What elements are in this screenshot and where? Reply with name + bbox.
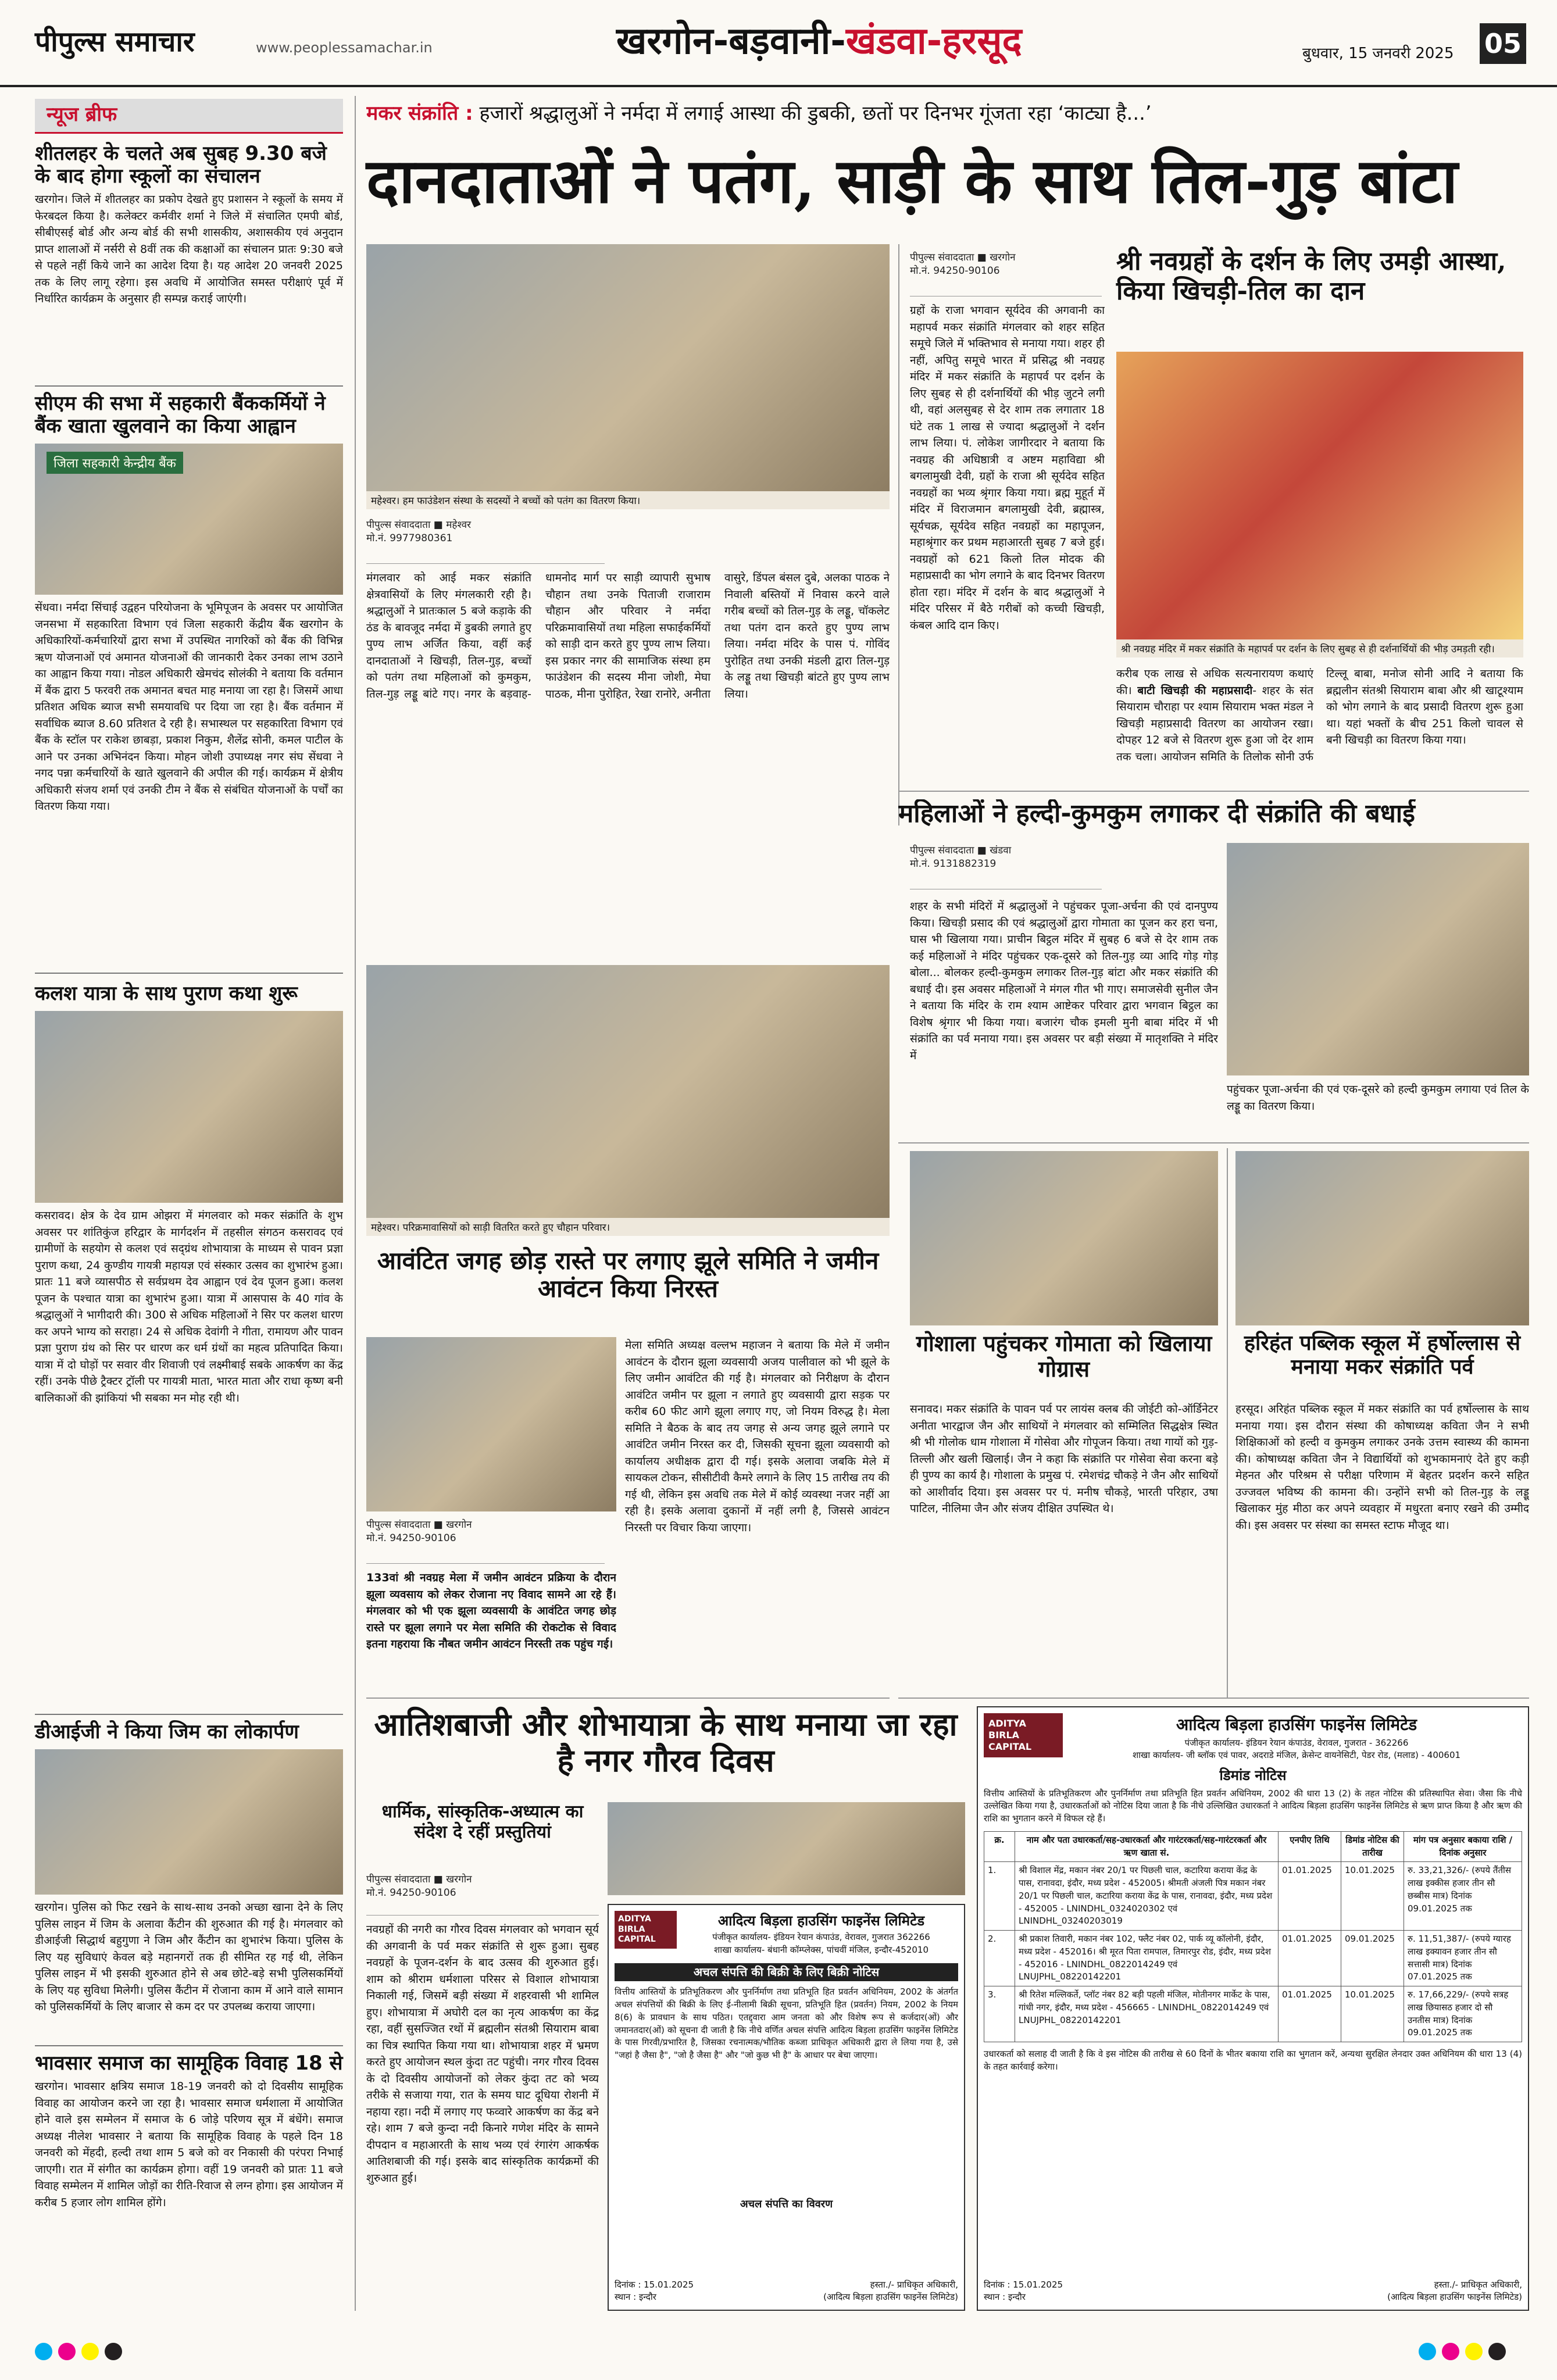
haldi-body: शहर के सभी मंदिरों में श्रद्धालुओं ने पहुंचकर पूजा-अर्चना की एवं दानपुण्य किया। खिचड़ी प्रसाद की एवं श्रद्धालुओं द्वारा गोमाता का पूजन कर हरा चना, घास भी खिलाया गया। प्राचीन बिट्ठल मंदिर में सुबह 6 बजे से देर शाम तक कई महिलाओं ने मंदिर पहुंचकर एक-दूसरे को तिल-गुड़ व्या आदि गोड़ गोड़ बोला... बोलकर हल्दी-कुमकुम लगाकर तिल-गुड़ बांटा और मकर संक्रांति की बधाई दी। इस अवसर महिलाओं ने मंगल गीत भी गाए। समाजसेवी सुनील जैन ने बताया कि मंदिर के राम श्याम आष्टेकर परिवार द्वारा भगवान बिट्ठल का विशेष श्रृंगार भी किया गया। बजारंग चौक इमली मुनी बाबा मंदिर में भी संक्रांति का पर्व मनाया गया। इस अवसर पर बड़ी संख्या में मातृशक्ति ने मंदिर में xyxy=(910,900,1218,1062)
table-header: क्र. xyxy=(984,1831,1015,1862)
ad-sub: अचल संपत्ति का विवरण xyxy=(740,2198,833,2211)
lead-photo-saree xyxy=(366,965,890,1238)
photo-saree xyxy=(366,965,890,1218)
magenta-dot xyxy=(58,2343,76,2360)
byline-mobile: मो.नं. 9131882319 xyxy=(910,858,997,870)
encroach-rule xyxy=(366,1698,890,1699)
brief-body: कसरावद। क्षेत्र के देव ग्राम ओझरा में मंगलवार को मकर संक्रांति के शुभ अवसर पर शांतिकुंज हरिद्वार के मार्गदर्शन में तहसील संगठन कसरावद एवं ग्रामीणों के सहयोग से कलश एवं सद्ग्रंथ शोभायात्रा के माध्यम से पावन प्रज्ञा पुराण कथा, 24 कुण्डीय गायत्री महायज्ञ एवं संस्कार उत्सव का शुभारंभ हुआ। प्रातः 11 बजे व्यासपीठ से सर्वप्रथम देव आह्वान एवं देव पूजन हुआ। कलश पूजन के पश्चात यात्रा का शुभारंभ हुआ। यात्रा में आसपास के 40 गांव के श्रद्धालुओं ने भागीदारी की। 300 से अधिक महिलाओं ने सिर पर कलश धारण कर अपने भाग्य को सराहा। 24 से अधिक देवांगी ने गीता, रामायण और पावन प्रज्ञा पुराण ग्रंथ को सिर पर धारण कर धर्म ग्रंथों का महत्व प्रतिपादित किया। यात्रा में दो घोड़ों पर सवार वीर शिवाजी एवं लक्ष्मीबाई सबके आकर्षण का केंद्र रहीं। उनके पीछे ट्रैक्टर ट्रॉली पर गायत्री माता, भारत माता और राधा कृष्ण बनी बालिकाओं की झांकियां भी सबका मन मोह रही थी। xyxy=(35,1209,343,1405)
table-row: 1. श्री विशाल मेंद्र, मकान नंबर 20/1 पर पिछली चाल, कटारिया कराया केंद्र के पास, रानावदा, इंदौर, मध्य प्रदेश - 452005। श्रीमती अंजली पित्र मकान नंबर 20/1 पर पिछली चाल, कटारिया कराया केंद्र के पास, रानावदा, इंदौर, मध्य प्रदेश - 452005 - LNINDHL_0324020302 एवं LNINDHL_03240203019 01.01.2025 10.01.2025 रु. 33,21,326/- (रुपये तैंतीस लाख इक्कीस हजार तीन सौ छब्बीस मात्र) दिनांक 09.01.2025 तक xyxy=(984,1862,1522,1931)
table-row: 3. श्री रितेश मल्लिकर्ते, प्लॉट नंबर 82 बड़ी पहली मंजिल, मोतीनगर मार्केट के पास, गांधी नगर, इंदौर, मध्य प्रदेश - 456665 - LNINDHL_0822014249 एवं LNUJPHL_08220142201 01.01.2025 10.01.2025 रु. 17,66,229/- (रुपये सत्रह लाख छियासठ हजार दो सौ उनतीस मात्र) दिनांक 09.01.2025 तक xyxy=(984,1986,1522,2042)
photo-caption: श्री नवग्रह मंदिर में मकर संक्रांति के महापर्व पर दर्शन के लिए सुबह से ही दर्शनार्थियों की भीड़ उमड़ती रही। xyxy=(1116,639,1523,657)
byline-place: महेश्वर xyxy=(446,519,472,531)
ad-footer: उधारकर्ता को सलाह दी जाती है कि वे इस नोटिस की तारीख से 60 दिनों के भीतर बकाया राशि का भुगतान करें, अन्यथा सुरक्षित लेनदार उक्त अधिनियम की धारा 13 (4) के तहत कार्रवाई करेगा। xyxy=(984,2049,1522,2072)
photo-haldi-temple-women xyxy=(1227,843,1529,1075)
ad-branch: शाखा कार्यालय- बंधानी कॉम्प्लेक्स, पांचवीं मंजिल, इन्दौर-452010 xyxy=(714,1944,929,1955)
byline-mobile: मो.नं. 94250-90106 xyxy=(366,1532,456,1544)
goshala-rule xyxy=(1227,1148,1228,1698)
byline-name: पीपुल्स संवाददाता xyxy=(910,845,974,856)
temple-subhead: बाटी खिचड़ी की महाप्रसादी xyxy=(1137,684,1253,697)
ad-body: वित्तीय आस्तियों के प्रतिभूतिकरण और पुनर्निर्माण तथा प्रतिभूति हित प्रवर्तन अधिनियम, 2002 के अंतर्गत अचल संपत्तियों की बिक्री के लिए ई-नीलामी बिक्री सूचना, प्रतिभूति हित (प्रवर्तन) नियम, 2002 के नियम 8(6) के प्रावधान के साथ पठित। एतद्द्वारा आम जनता को और विशेष रूप से कर्जदार(ओं) और जमानतदार(ओं) को सूचना दी जाती है कि नीचे वर्णित अचल संपत्ति आदित्य बिड़ला हाउसिंग फाइनेंस लिमिटेड के पास गिरवी/प्रभारित है, जिसका रचनात्मक/भौतिक कब्जा प्राधिकृत अधिकारी द्वारा ले लिया गया है, उसे "जहां है जैसा है", "जो है जैसा है" और "जो कुछ भी है" के आधार पर बेचा जाएगा। xyxy=(615,1986,958,2061)
haldi-headline: महिलाओं ने हल्दी-कुमकुम लगाकर दी संक्रांति की बधाई xyxy=(898,799,1415,828)
temple-headline: श्री नवग्रहों के दर्शन के लिए उमड़ी आस्था, किया खिचड़ी-तिल का दान xyxy=(1116,246,1506,306)
deck-text: धार्मिक, सांस्कृतिक-अध्यात्म का संदेश दे रहीं प्रस्तुतियां xyxy=(381,1802,584,1842)
gaurav-headline: आतिशबाजी और शोभायात्रा के साथ मनाया जा रहा है नगर गौरव दिवस xyxy=(374,1706,958,1779)
newspaper-logo: पीपुल्स समाचार xyxy=(35,26,195,58)
table-header: एनपीए तिथि xyxy=(1279,1831,1341,1862)
lead-photo-kites xyxy=(366,244,890,512)
byline-name: पीपुल्स संवाददाता xyxy=(366,519,431,531)
edition-red: खंडवा-हरसूद xyxy=(845,20,1022,63)
haldi-rule xyxy=(898,1142,1529,1143)
page-number: 05 xyxy=(1480,23,1526,64)
photo-goshala xyxy=(910,1151,1218,1325)
photo-shobhayatra xyxy=(608,1802,965,1895)
kicker-text: हजारों श्रद्धालुओं ने नर्मदा में लगाई आस्था की डुबकी, छतों पर दिनभर गूंजता रहा ‘काट्या है...’ xyxy=(479,102,1152,125)
ad-section: अचल संपत्ति की बिक्री के लिए बिक्री नोटिस xyxy=(615,1963,958,1981)
lead-headline: दानदाताओं ने पतंग, साड़ी के साथ तिल-गुड़ बांटा xyxy=(366,144,1458,217)
brief-school-timing xyxy=(35,142,343,387)
photo-gym xyxy=(35,1749,343,1895)
temple-rule xyxy=(898,791,1529,792)
lead-body: मंगलवार को आई मकर संक्रांति क्षेत्रवासियों के लिए मंगलकारी रही है। श्रद्धालुओं ने प्रातःकाल 5 बजे कड़ाके की ठंड के बावजूद नर्मदा में डुबकी लगाते हुए पुण्य लाभ अर्जित किया, वहीं कई दानदाताओं ने खिचड़ी, तिल-गुड़, बच्चों को पतंग तथा महिलाओं को कुमकुम, तिल-गुड़ लड्डू बांटे गए। नगर के बड़वाह-धामनोद मार्ग पर साड़ी व्यापारी सुभाष चौहान तथा उनके पिताजी राजाराम चौहान और परिवार ने नर्मदा परिक्रमावासियों तथा महिला सफाईकर्मियों को साड़ी दान करते हुए पुण्य लाभ लिया। इस प्रकार नगर की सामाजिक संस्था हम फाउंडेशन की सदस्य मीना जोशी, मेघा पाठक, मीना पुरोहित, रेखा रानोरे, अनीता वासुरे, डिंपल बंसल दुबे, अलका पाठक ने निवाली बस्तियों में निवास करने वाले गरीब बच्चों को तिल-गुड़ के लड्डू, चॉकलेट तथा पतंग दान करते हुए पुण्य लाभ लिया। नर्मदा मंदिर के पास पं. गोविंद पुरोहित तथा उनकी मंडली द्वारा तिल-गुड़ के लड्डू तथा खिचड़ी बांटते हुए पुण्य लाभ लिया। xyxy=(366,571,890,701)
byline-mobile: मो.नं. 94250-90106 xyxy=(366,1887,456,1899)
ad-branch: शाखा कार्यालय- जी ब्लॉक एवं पावर, अदराडे मंजिल, क्रेसेन्ट वायनेसिटी, पेडर रोड, (मलाड) - 400601 xyxy=(1132,1750,1461,1761)
temple-photo xyxy=(1116,352,1523,660)
temple-body: ग्रहों के राजा भगवान सूर्यदेव की अगवानी का महापर्व मकर संक्रांति मंगलवार को शहर सहित समूचे जिले में भक्तिभाव से मनाया गया। शहर ही नहीं, अपितु समूचे भारत में प्रसिद्ध श्री नवग्रह मंदिर में मकर संक्रांति के महापर्व पर दर्शन के लिए सुबह से ही दर्शनार्थियों की भीड़ जुटने लगी थी, वहां अलसुबह से देर शाम तक लगातार 18 घंटे तक 1 लाख से ज्यादा श्रद्धालुओं ने दर्शन लाभ लिया। पं. लोकेश जागीरदार ने बताया कि नवग्रह की अधिष्ठात्री व अष्टम महाविद्या श्री बगलामुखी देवी, ग्रहों के राजा श्री सूर्यदेव सहित नवग्रहों का भव्य श्रृंगार किया गया। ब्रह्म मुहूर्त में मंदिर में विराजमान बगलामुखी देवी, ब्रह्मास्त्र, सूर्यचक्र, सूर्यदेव सहित नवग्रहों का महापूजन, महाश्रृंगार कर प्रथम महाआरती सुबह 7 बजे हुई। नवग्रहों को 621 किलो तिल मोदक की महाप्रसादी का भोग लगाने के बाद दिनभर वितरण होता रहा। मंदिर में दर्शन के बाद श्रद्धालुओं ने मंदिर परिसर में बैठे गरीबों को कच्ची खिचड़ी, कंबल आदि दान किए। xyxy=(910,304,1105,632)
ad-title: आदित्य बिड़ला हाउसिंग फाइनेंस लिमिटेड xyxy=(1176,1715,1417,1734)
ad-brand: ADITYA BIRLA CAPITAL xyxy=(984,1713,1063,1757)
ad-office: पंजीकृत कार्यालय- इंडियन रेयान कंपाउंड, वेरावल, गुजरात 362266 xyxy=(712,1931,930,1942)
byline-name: पीपुल्स संवाददाता xyxy=(366,1874,431,1885)
demand-notice-table xyxy=(984,1831,1522,2042)
yellow-dot xyxy=(81,2343,99,2360)
color-registration-left xyxy=(35,2343,128,2366)
brief-headline: कलश यात्रा के साथ पुराण कथा शुरू xyxy=(35,982,298,1005)
photo-caption: महेश्वर। हम फाउंडेशन संस्था के सदस्यों ने बच्चों को पतंग का वितरण किया। xyxy=(366,491,890,509)
byline-name: पीपुल्स संवाददाता xyxy=(366,1519,431,1531)
goshala-body: सनावद। मकर संक्रांति के पावन पर्व पर लायंस क्लब की जोईटी को-ऑर्डिनेटर अनीता भारद्वाज जैन और साथियों ने मंगलवार को सम्मिलित सिद्धक्षेत्र स्थित श्री भी गोलोक धाम गोशाला में गोसेवा और गोपूजन किया। तथा गायों को गुड़-तिल्ली और खली खिलाई। जैन ने कहा कि संक्रांति पर गोसेवा सेवा करना बड़े ही पुण्य का कार्य है। गोशाला के प्रमुख पं. रमेशचंद्र चौकड़े ने जैन और साथियों को आशीर्वाद दिया। इस अवसर पर पं. मनीष चौकड़े, भारती परिहार, उषा पाटिल, नीलिमा जैन और संजय दीक्षित उपस्थित थे। xyxy=(910,1403,1218,1515)
gaurav-deck xyxy=(366,1802,599,1866)
edition-title xyxy=(616,20,1022,63)
brief-kalash-yatra xyxy=(35,982,343,1715)
haldi-body-cont: पहुंचकर पूजा-अर्चना की एवं एक-दूसरे को हल्दी कुमकुम लगाया एवं तिल के लड्डू का वितरण किया। xyxy=(1227,1083,1529,1113)
ad-sign: दिनांक : 15.01.2025 स्थान : इन्दौर हस्ता./- प्राधिकृत अधिकारी, (आदित्य बिड़ला हाउसिंग फाइनेंस लिमिटेड) xyxy=(615,2279,958,2303)
photo-kalash-procession xyxy=(35,1011,343,1203)
encroach-byline: पीपुल्स संवाददाता ■ खरगोन मो.नं. 94250-90106 xyxy=(366,1517,605,1564)
haldi-byline: पीपुल्स संवाददाता ■ खंडवा मो.नं. 9131882319 xyxy=(910,843,1102,889)
brief-body: खरगोन। भावसार क्षत्रिय समाज 18-19 जनवरी को दो दिवसीय सामूहिक विवाह का आयोजन करने जा रहा है। भावसार समाज धर्मशाला में आयोजित होने वाले इस सम्मेलन में समाज के 6 जोड़े परिणय सूत्र में बंधेंगे। समाज अध्यक्ष नीलेश भावसार ने बताया कि सामूहिक विवाह के पहले दिन 18 जनवरी को मेंहदी, हल्दी तथा शाम 5 बजे को वर निकासी की परंपरा निभाई जाएगी। रात में संगीत का कार्यक्रम होगा। वहीं 19 जनवरी को प्रातः 11 बजे विवाह सम्मेलन में शामिल जोड़ों का रीति-रिवाज से लग्न होगा। इस आयोजन में करीब 5 हजार लोग शामिल होंगे। xyxy=(35,2080,343,2209)
encroach-body: मेला समिति अध्यक्ष वल्लभ महाजन ने बताया कि मेले में जमीन आवंटन के दौरान झूला व्यवसायी अजय पालीवाल को भी झूले के लिए जमीन आवंटित की गई है। मंगलवार को निरीक्षण के दौरान आवंटित जमीन पर झूला न लगाते हुए व्यवसायी द्वारा सड़क पर करीब 60 फीट आगे झूला लगाए गए, जो नियम विरुद्ध है। मेला समिति ने बैठक के बाद तय जगह से अन्य जगह झूले लगाने पर आवंटित जमीन निरस्त कर दी, जिसकी सूचना झूला व्यवसायी को कार्यालय अधीक्षक द्वारा दी गई। इसके अलावा जबकि मेले में सायकल टोकन, सीसीटीवी कैमरे लगाने के लिए 15 तारीख तय की गई थी, लेकिन इस अवधि तक मेले में कोई व्यवस्था नजर नहीं आ रही है। इसके अलावा दुकानों में नहीं लगी है, जिससे आवंटन निरस्ती पर विचार किया जाएगा। xyxy=(625,1339,890,1534)
black-dot xyxy=(1488,2343,1506,2360)
masthead xyxy=(0,0,1557,87)
byline-place: खंडवा xyxy=(990,845,1012,856)
demand-notice-ad xyxy=(977,1706,1529,2311)
harihant-body: हरसूद। अरिहंत पब्लिक स्कूल में मकर संक्रांति का पर्व हर्षोल्लास के साथ मनाया गया। इस दौरान संस्था की कोषाध्यक्ष कविता जैन ने सभी शिक्षिकाओं को हल्दी व कुमकुम लगाकर उनके उत्तम स्वास्थ्य की कामना की। कोषाध्यक्ष कविता जैन ने विद्यार्थियों को शुभकामनाएं देते हुए कड़ी मेहनत और परिश्रम से परीक्षा परिणाम में बेहतर प्रदर्शन करने सहित उज्जवल भविष्य की कामना की। उन्होंने सभी को तिल-गुड़ के लड्डू खिलाकर मुंह मीठा कर अपने व्यवहार में मधुरता बनाए रखने की उम्मीद की। इस अवसर पर संस्था का समस्त स्टाफ मौजूद था। xyxy=(1235,1403,1529,1532)
byline-place: खरगोन xyxy=(990,252,1016,263)
photo-navgrah-temple xyxy=(1116,352,1523,639)
brief-headline: भावसार समाज का सामूहिक विवाह 18 से xyxy=(35,2052,343,2075)
byline-mobile: मो.नं. 9977980361 xyxy=(366,533,453,544)
goshala-bottom-rule xyxy=(898,1698,1529,1699)
ad-title: आदित्य बिड़ला हाउसिंग फाइनेंस लिमिटेड xyxy=(717,1913,925,1929)
brief-mass-wedding xyxy=(35,2052,343,2314)
byline-mobile: मो.नं. 94250-90106 xyxy=(910,265,1000,277)
encroach-lead: 133वां श्री नवग्रह मेला में जमीन आवंटन प्रक्रिया के दौरान झूला व्यवसाय को लेकर रोजाना नए विवाद सामने आ रहे हैं। मंगलवार को भी एक झूला व्यवसायी के आवंटित जगह छोड़ रास्ते पर झूला लगाने पर मेला समिति की रोकटोक से विवाद इतना गहराया कि नौबत जमीन आवंटन निरस्ती तक पहुंच गई। xyxy=(366,1571,616,1650)
website-url: www.peoplessamachar.in xyxy=(256,40,433,56)
table-header: नाम और पता उधारकर्ता/सह-उधारकर्ता और गारंटरकर्ता/सह-गारंटरकर्ता और ऋण खाता सं. xyxy=(1015,1831,1279,1862)
small-auction-ad xyxy=(608,1904,965,2311)
lead-kicker xyxy=(366,99,1529,134)
ad-office: पंजीकृत कार्यालय- इंडियन रेयान कंपाउंड, वेरावल, गुजरात - 362266 xyxy=(1184,1737,1409,1748)
gaurav-body: नवग्रहों की नगरी का गौरव दिवस मंगलवार को भगवान सूर्य की अगवानी के पर्व मकर संक्रांति से शुरू हुआ। सुबह नवग्रहों के पूजन-दर्शन के बाद उत्सव की शुरुआत हुई। शाम को श्रीराम धर्मशाला परिसर से विशाल शोभायात्रा निकाली गई, जिसमें बड़ी संख्या में शहरवासी भी शामिल हुए। शोभायात्रा में अघोरी दल का नृत्य आकर्षण का केंद्र रहा, वहीं सुसज्जित रथों में ब्रह्मलीन संतश्री सियाराम बाबा का चित्र स्थापित किया गया था। शोभायात्रा शहर में भ्रमण करते हुए आयोजन स्थल कुंदा तट पहुंची। नगर गौरव दिवस के दो दिवसीय आयोजनों को लेकर कुंदा तट को भव्य तरीके से सजाया गया, रात के समय घाट दूधिया रोशनी में नहाया रहा। नदी में लगाए गए फव्वारे आकर्षण का केंद्र बने रहे। शाम 7 बजे कुन्दा नदी किनारे गणेश मंदिर के सामने दीपदान व महाआरती के साथ भव्य एवं रंगारंग आकर्षक आतिशबाजी की गई। इसके बाद सांस्कृतिक कार्यक्रमों की शुरुआत हुई। xyxy=(366,1923,599,2185)
ad-intro: वित्तीय आस्तियों के प्रतिभूतिकरण और पुनर्निर्माण तथा प्रतिभूति हित प्रवर्तन अधिनियम, 2002 की धारा 13 (2) के तहत नोटिस की प्रतिस्थापित सेवा। जैसा कि नीचे उल्लेखित किया गया है, उधारकर्ताओं को नोटिस दिया जाता है कि नीचे उल्लिखित उधारकर्ता ने आदित्य बिड़ला हाउसिंग फाइनेंस लिमिटेड से ऋण प्राप्त किया है और ऋण की राशि का भुगतान करने में विफल रहे हैं। xyxy=(984,1788,1522,1824)
photo-mela-meeting xyxy=(366,1337,616,1511)
brief-body: खरगोन। जिले में शीतलहर का प्रकोप देखते हुए प्रशासन ने स्कूलों के समय में फेरबदल किया है। कलेक्टर कर्मवीर शर्मा ने जिले में संचालित एमपी बोर्ड, सीबीएसई बोर्ड और अन्य बोर्ड की सभी शासकीय, अशासकीय एवं अनुदान प्राप्त शालाओं में नर्सरी से 8वीं तक की कक्षाओं का संचालन प्रातः 9:30 बजे से पहले नहीं किये जाने का आदेश दिया है। यह आदेश 20 जनवरी 2025 तक के लिए लागू रहेगा। इस अवधि में आयोजित समस्त परीक्षाएं पूर्व में निर्धारित कार्यक्रम के अनुसार ही सम्पन्न कराई जाएंगी। xyxy=(35,193,343,306)
photo-caption: महेश्वर। परिक्रमावासियों को साड़ी वितरित करते हुए चौहान परिवार। xyxy=(366,1218,890,1236)
table-row: 2. श्री प्रकाश तिवारी, मकान नंबर 102, फ्लैट नंबर 02, पार्क व्यू कॉलोनी, इंदौर, मध्य प्रदेश - 452016। श्री मूरत पिता रामपाल, तिमारपुर रोड, इंदौर, मध्य प्रदेश - 452016 - LNINDHL_0822014249 एवं LNUJPHL_08220142201 01.01.2025 09.01.2025 रु. 11,51,387/- (रुपये ग्यारह लाख इक्यावन हजार तीन सौ सत्तासी मात्र) दिनांक 07.01.2025 तक xyxy=(984,1931,1522,1986)
photo-kites xyxy=(366,244,890,491)
magenta-dot xyxy=(1442,2343,1459,2360)
brief-body: खरगोन। पुलिस को फिट रखने के साथ-साथ उनको अच्छा खाना देने के लिए पुलिस लाइन में जिम के अलावा कैंटीन की शुरुआत की गई है। मंगलवार को डीआईजी सिद्धार्थ बहुगुणा ने जिम और कैंटीन का शुभारंभ किया। पुलिस के लिए यह सुविधाएं केवल बड़े महानगरों तक ही सीमित रह गई थी, लेकिन पुलिस लाइन में भी इसकी शुरुआत होने से अब छोटे-बड़े सभी पुलिसकर्मियों के लिए यह सुविधा मिलेगी। पुलिस कैंटीन में रोजाना काम में आने वाले सामान को पुलिसकर्मियों के लिए बाजार से कम दर पर उपलब्ध कराया जाएगा। xyxy=(35,1901,343,2014)
lead-byline: पीपुल्स संवाददाता ■ महेश्वर मो.नं. 9977980361 xyxy=(366,517,605,564)
table-header: डिमांड नोटिस की तारीख xyxy=(1341,1831,1404,1862)
black-dot xyxy=(105,2343,122,2360)
kicker-label: मकर संक्रांति : xyxy=(366,102,473,125)
temple-byline: पीपुल्स संवाददाता ■ खरगोन मो.नं. 94250-90106 xyxy=(910,250,1102,296)
brief-headline: शीतलहर के चलते अब सुबह 9.30 बजे के बाद होगा स्कूलों का संचालन xyxy=(35,142,327,188)
table-header: मांग पत्र अनुसार बकाया राशि / दिनांक अनुसार xyxy=(1404,1831,1522,1862)
gaurav-byline: पीपुल्स संवाददाता ■ खरगोन मो.नं. 94250-90106 xyxy=(366,1872,599,1916)
news-brief-label: न्यूज ब्रीफ xyxy=(35,99,343,134)
harihant-headline: हरिहंत पब्लिक स्कूल में हर्षोल्लास से मनाया मकर संक्रांति पर्व xyxy=(1244,1331,1521,1380)
cyan-dot xyxy=(1419,2343,1436,2360)
brief-gym-inauguration xyxy=(35,1721,343,2046)
ad-notice-title: डिमांड नोटिस xyxy=(1219,1767,1287,1784)
goshala-headline: गोशाला पहुंचकर गोमाता को खिलाया गोग्रास xyxy=(916,1331,1212,1382)
temple-body-cont: करीब एक लाख से अधिक सत्यनारायण कथाएं की। xyxy=(1116,667,1313,697)
left-column-rule xyxy=(355,96,356,2311)
brief-headline: डीआईजी ने किया जिम का लोकार्पण xyxy=(35,1720,299,1743)
photo-bank-stall xyxy=(35,444,343,595)
brief-headline: सीएम की सभा में सहकारी बैंककर्मियों ने बैंक खाता खुलवाने का किया आह्वान xyxy=(35,392,326,438)
issue-date: बुधवार, 15 जनवरी 2025 xyxy=(1302,45,1454,62)
brief-bank-accounts xyxy=(35,392,343,974)
temple-body-subhead-text: - शहर के संत सियाराम चौराहा पर श्याम सियाराम भक्त मंडल ने खिचड़ी महाप्रसादी वितरण का आयोजन रखा। दोपहर 12 बजे से वितरण शुरू हुआ जो देर शाम तक चला। आयोजन समिति के तिलोक सोनी उर्फ टिल्लू बाबा, मनोज सोनी आदि ने बताया कि ब्रह्मलीन संतश्री सियाराम बाबा और श्री खाटूश्याम को भोग लगाने के बाद प्रसादी वितरण शुरू हुआ था। यहां भक्तों के बीच 251 किलो चावल से बनी खिचड़ी का वितरण किया गया। xyxy=(1116,667,1523,763)
encroach-headline: आवंटित जगह छोड़ रास्ते पर लगाए झूले समिति ने जमीन आवंटन किया निरस्त xyxy=(377,1246,879,1303)
photo-harihant-school xyxy=(1235,1151,1529,1325)
ad-brand: ADITYA BIRLA CAPITAL xyxy=(615,1911,677,1949)
byline-place: खरगोन xyxy=(446,1519,472,1531)
edition-black: खरगोन-बड़वानी- xyxy=(616,20,846,63)
cyan-dot xyxy=(35,2343,52,2360)
brief-body: सेंधवा। नर्मदा सिंचाई उद्वहन परियोजना के भूमिपूजन के अवसर पर आयोजित जनसभा में सहकारिता विभाग एवं जिला सहकारी केंद्रीय बैंक खरगोन के अधिकारियों-कर्मचारियों द्वारा सभा में उपस्थित नागरिकों को बैंक की विभिन्न ऋण योजनाओं एवं अमानत योजनाओं की जानकारी देकर उनका लाभ उठाने का आह्वान किया गया। नोडल अधिकारी खेमचंद सोलंकी ने बताया कि वर्तमान में बैंक द्वारा 5 फरवरी तक अमानत बचत माह मनाया जा रहा है। जिसमें आधा प्रतिशत अधिक ब्याज सभी समयावधि पर दिया जा रहा है। बैंक वर्तमान में सर्वाधिक ब्याज 8.60 प्रतिशत दे रही है। सभास्थल पर सहकारिता विभाग एवं बैंक के स्टॉल पर राकेश छाबड़ा, प्रकाश निकुम, शैलेंद्र सोनी, कमल पाटील के आने पर उनका अभिनंदन किया। मोहन जोशी उपाध्यक्ष नगर संघ सेंधवा ने नगद पन्ना कर्मचारियों के खाते खुलवाने की अपील की गई। कार्यक्रम में क्षेत्रीय अधिकारी संजय शर्मा एवं उनकी टीम ने बैंक से संबंधित योजनाओं के पर्चों का वितरण किया गया। xyxy=(35,601,343,813)
ad-sign: दिनांक : 15.01.2025 स्थान : इन्दौर हस्ता./- प्राधिकृत अधिकारी, (आदित्य बिड़ला हाउसिंग फाइनेंस लिमिटेड) xyxy=(984,2279,1522,2303)
lead-rule xyxy=(898,244,899,826)
temple-body-2 xyxy=(1116,666,1523,791)
color-registration-right xyxy=(1419,2343,1512,2366)
yellow-dot xyxy=(1465,2343,1483,2360)
photo-banner-text: जिला सहकारी केन्द्रीय बैंक xyxy=(47,452,183,474)
byline-place: खरगोन xyxy=(446,1874,472,1885)
byline-name: पीपुल्स संवाददाता xyxy=(910,252,974,263)
